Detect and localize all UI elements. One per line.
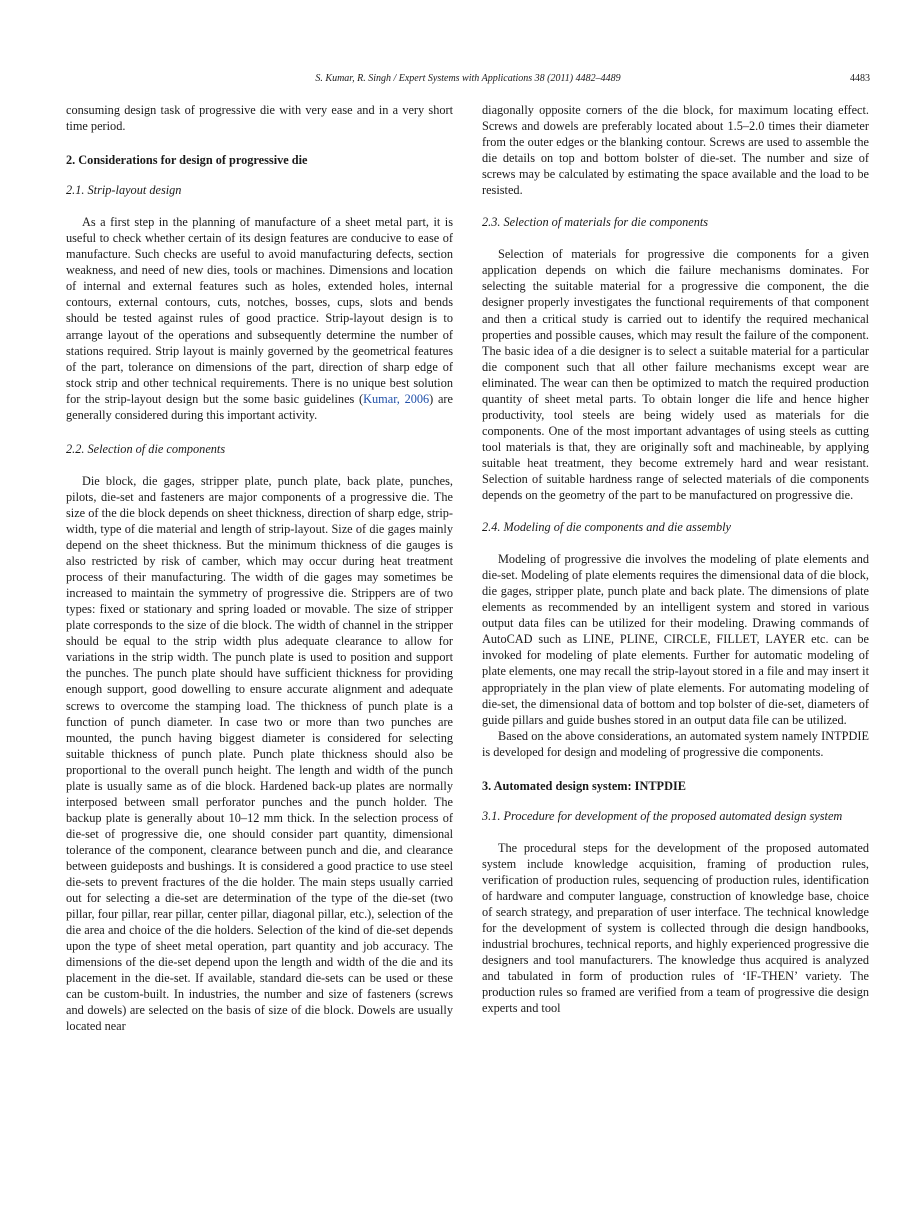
section-3-heading: 3. Automated design system: INTPDIE xyxy=(482,778,686,793)
subsection-3-1-heading: 3.1. Procedure for development of the proposed automated design system xyxy=(482,808,843,823)
strip-layout-text-b: ) are generally considered during this important activity. xyxy=(66,391,453,422)
subsection-2-4-heading: 2.4. Modeling of die components and die assembly xyxy=(482,520,731,535)
strip-layout-paragraph xyxy=(66,214,453,423)
strip-layout-text-a: As a first step in the planning of manufacture of a sheet metal part, it is useful to check whether certain of its design features are conducive to ease of manufacture. Such checks are useful to avoid manufacturing defects, section weakness, and need of new dies, tools or machines. Dimensions and location of internal and external features such as holes, extended holes, internal contours, external contours, cuts, notches, bosses, cups, slots and bends should be tested against rules of good practice. Strip-layout design is to arrange layout of the operations and subsequently determine the number of stations required. Strip layout is mainly governed by the geometrical features of the part, tolerance on dimensions of the part, direction of sharp edge of stock strip and other technical requirements. There is no unique best solution for the strip-layout design but the some basic guidelines ( xyxy=(66,215,453,406)
modeling-paragraph: Modeling of progressive die involves the modeling of plate elements and die-set. Modeling of plate elements requires the dimensional data of die block, die gages, stripper plate, punch plate and back plate. The dimensions of plate elements as recommended by an intelligent system and stored in various output data files can be utilized for their modeling. Drawing commands of AutoCAD such as LINE, PLINE, CIRCLE, FILLET, LAYER etc. can be invoked for modeling of plate elements. Further for automatic modeling of plate elements, one may recall the strip-layout stored in a file and may insert it appropriately in the plan view of plate elements. For automating modeling of die-set, the dimensional data of bottom and top bolster of die-set, diameters of guide pillars and guide bushes stored in an output data file can be utilized. xyxy=(482,552,869,727)
materials-paragraph: Selection of materials for progressive die components for a given application depends on which die failure mechanisms dominates. For selecting the suitable material for a progressive die component, the die designer properly investigates the functional requirements of that component and then a critical study is carried out to identify the required mechanical properties and possible causes, which may result the failure of the component. The basic idea of a die designer is to select a suitable material for a particular die component such that all other failure mechanisms except wear are eliminated. The wear can then be optimized to match the required production quantity of sheet metal parts. To obtain longer die life and hence higher productivity, tool steels are being widely used as materials for die components. One of the most important advantages of using steels as cutting tool materials is that, they are originally soft and machineable, by applying suitable heat treatment, they become extremely hard and wear resistant. Selection of suitable hardness range of selected materials of die components depends on the geometry of the part to be manufactured on progressive die. xyxy=(482,247,869,503)
page-number: 4483 xyxy=(850,73,870,84)
procedure-paragraph: The procedural steps for the development of the proposed automated system include knowledge acquisition, framing of production rules, verification of production rules, sequencing of production rules, identification of hardware and computer language, construction of knowledge base, choice of search strategy, and preparation of user interface. The technical knowledge for the development of system is collected through die design handbooks, industrial brochures, technical reports, and highly experienced progressive die designers and tool manufacturers. The knowledge thus acquired is analyzed and tabulated in form of production rules of ‘IF-THEN’ variety. The production rules so framed are verified from a team of progressive die design experts and tool xyxy=(482,840,869,1016)
subsection-2-3-heading: 2.3. Selection of materials for die components xyxy=(482,215,709,230)
continued-paragraph: consuming design task of progressive die with very ease and in a very short time period. xyxy=(66,103,453,134)
subsection-2-2-heading: 2.2. Selection of die components xyxy=(66,441,226,456)
right-column xyxy=(482,102,869,1016)
running-head xyxy=(66,71,870,87)
citation-link[interactable]: Kumar, 2006 xyxy=(363,391,430,406)
subsection-2-1-heading: 2.1. Strip-layout design xyxy=(66,183,182,198)
die-components-paragraph: Die block, die gages, stripper plate, punch plate, back plate, punches, pilots, die-set and fasteners are major components of a progressive die. The size of the die block depends on sheet thickness, direction of sharp edge, strip-width, type of die material and length of strip-layout. Size of die gages mainly depend on the sheet thickness. But the minimum thickness of die gauges is also restricted by risk of camber, which may occur during heat treatment process of their manufacturing. The width of die gages may sometimes be increased to maintain the symmetry of progressive die. Strippers are of two types: fixed or stationary and spring loaded or movable. The size of stripper plate corresponds to the size of die block. The width of channel in the stripper should be equal to the strip width plus adequate clearance to allow for variations in the strip width. The punch plate is used to position and support the punches. The punch plate should have sufficient thickness for providing enough support, good dowelling to ensure accurate alignment and adequate screws to overcome the stamping load. The thickness of punch plate is a function of punch diameter. In case two or more than two punches are mounted, the punch having biggest diameter is considered for selecting suitable thickness of punch plate. Punch plate thickness should also be proportional to the overall punch height. The length and width of the punch plate is usually same as of die block. Hardened back-up plates are normally interposed between small perforator punches and the punch holder. The backup plate is generally about 10–12 mm thick. In the selection process of die-set of progressive die, one should consider part quantity, dimensional tolerance of the component, clearance between punch and die, and clearance between guideposts and bushings. It is considered a good practice to use steel die-sets to prevent fractures of the die holder. The main steps usually carried out for selecting a die-set are determination of the type of the die-set (two pillar, four pillar, rear pillar, center pillar, diagonal pillar, etc.), selection of the die area and choice of the die holders. Selection of the kind of die-set depends upon the type of sheet metal operation, part quantity and job accuracy. The dimensions of the die-set depend upon the length and width of the die and its placement in the die-set. If available, standard die-sets can be used or these can be custom-built. In industries, the number and size of fasteners (screws and dowels) are selected on the basis of size of die block. Dowels are usually located near xyxy=(66,473,453,1034)
intpdie-intro-paragraph: Based on the above considerations, an automated system namely INTPDIE is developed for design and modeling of progressive die components. xyxy=(482,728,869,759)
running-title: S. Kumar, R. Singh / Expert Systems with Applications 38 (2011) 4482–4489 xyxy=(315,73,621,84)
left-column xyxy=(66,102,453,1034)
continued-paragraph-right: diagonally opposite corners of the die block, for maximum locating effect. Screws and dowels are preferably located about 1.5–2.0 times their diameter from the outer edges or the blanking contour. Screws are used to assemble the die details on top and bottom bolster of die-set. The number and size of screws may be calculated by estimating the space available and the load to be resisted. xyxy=(482,103,869,198)
section-2-heading: 2. Considerations for design of progressive die xyxy=(66,153,308,168)
